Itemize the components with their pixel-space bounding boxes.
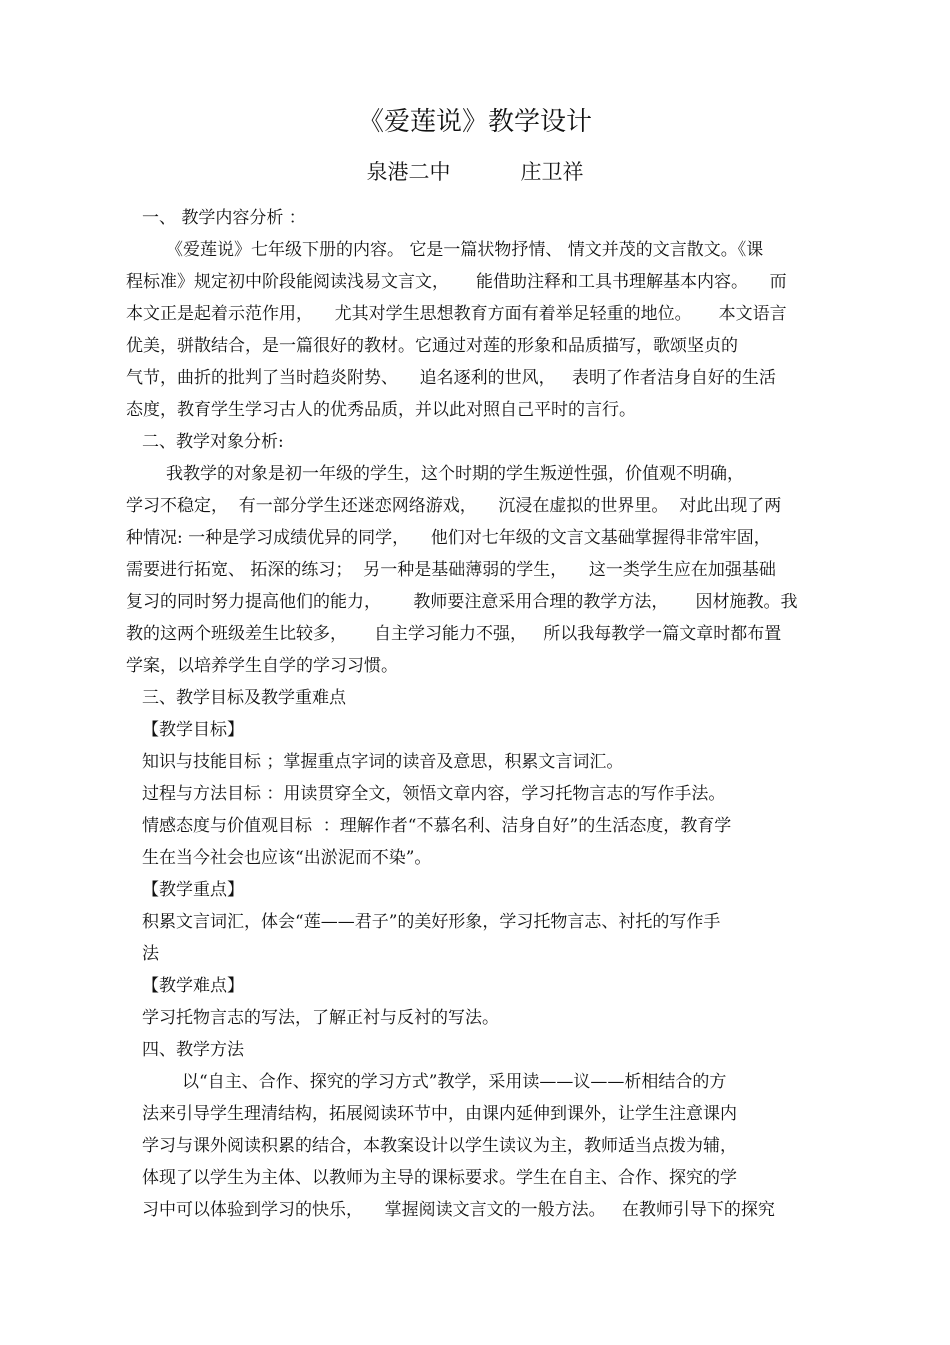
text-line: 学习托物言志的写法，了解正衬与反衬的写法。	[142, 1008, 499, 1028]
text-line: 生在当今社会也应该“出淤泥而不染”。	[142, 848, 432, 868]
text-line: 法来引导学生理清结构，拓展阅读环节中，由课内延伸到课外，让学生注意课内	[142, 1104, 737, 1124]
text-line: 习中可以体验到学习的快乐， 掌握阅读文言文的一般方法。 在教师引导下的探究	[142, 1200, 775, 1220]
text-line: 四、教学方法	[142, 1040, 244, 1060]
text-line: 学案，以培养学生自学的学习习惯。	[126, 656, 398, 676]
text-line: 【教学重点】	[142, 880, 244, 900]
text-line: 教的这两个班级差生比较多， 自主学习能力不强， 所以我每教学一篇文章时都布置	[126, 624, 782, 644]
text-line: 复习的同时努力提高他们的能力， 教师要注意采用合理的教学方法， 因材施教。我	[126, 592, 798, 612]
text-line: 法	[142, 944, 159, 964]
text-line: 需要进行拓宽、 拓深的练习； 另一种是基础薄弱的学生， 这一类学生应在加强基础	[126, 560, 776, 580]
text-line: 学习与课外阅读积累的结合，本教案设计以学生读议为主，教师适当点拨为辅，	[142, 1136, 737, 1156]
text-line: 态度，教育学生学习古人的优秀品质，并以此对照自己平时的言行。	[126, 400, 636, 420]
school-name: 泉港二中	[366, 160, 451, 184]
text-line: 我教学的对象是初一年级的学生，这个时期的学生叛逆性强，价值观不明确，	[166, 464, 744, 484]
text-line: 体现了以学生为主体、以教师为主导的课标要求。学生在自主、合作、探究的学	[142, 1168, 737, 1188]
text-line: 气节，曲折的批判了当时趋炎附势、 追名逐利的世风， 表明了作者洁身自好的生活	[126, 368, 776, 388]
text-line: 【教学难点】	[142, 976, 244, 996]
author-line	[0, 157, 950, 187]
author-name: 庄卫祥	[520, 160, 584, 184]
document-title: 《爱莲说》教学设计	[357, 107, 592, 137]
text-line: 学习不稳定， 有一部分学生还迷恋网络游戏， 沉浸在虚拟的世界里。 对此出现了两	[126, 496, 782, 516]
text-line: 一、 教学内容分析 ：	[142, 208, 306, 228]
text-line: 程标准》规定初中阶段能阅读浅易文言文， 能借助注释和工具书理解基本内容。 而	[126, 272, 787, 292]
text-line: 过程与方法目标 ：用读贯穿全文，领悟文章内容，学习托物言志的写作手法。	[142, 784, 726, 804]
text-line: 以“自主、合作、探究的学习方式”教学，采用读——议——析相结合的方	[182, 1072, 727, 1092]
text-line: 三、教学目标及教学重难点	[142, 688, 346, 708]
text-line: 情感态度与价值观目标 ：理解作者“不慕名利、洁身自好”的生活态度，教育学	[142, 816, 732, 836]
text-line: 积累文言词汇，体会“莲——君子”的美好形象，学习托物言志、衬托的写作手	[142, 912, 721, 932]
text-line: 二、教学对象分析:	[142, 432, 284, 452]
text-line: 种情况: 一种是学习成绩优异的同学， 他们对七年级的文言文基础掌握得非常牢固，	[126, 528, 771, 548]
text-line: 知识与技能目标 ；掌握重点字词的读音及意思，积累文言词汇。	[142, 752, 624, 772]
text-line: 优美，骈散结合，是一篇很好的教材。它通过对莲的形象和品质描写，歌颂坚贞的	[126, 336, 738, 356]
text-line: 【教学目标】	[142, 720, 244, 740]
text-line: 本文正是起着示范作用， 尤其对学生思想教育方面有着举足轻重的地位。 本文语言	[126, 304, 787, 324]
text-line: 《爱莲说》七年级下册的内容。 它是一篇状物抒情、 情文并茂的文言散文。《课	[166, 240, 764, 260]
